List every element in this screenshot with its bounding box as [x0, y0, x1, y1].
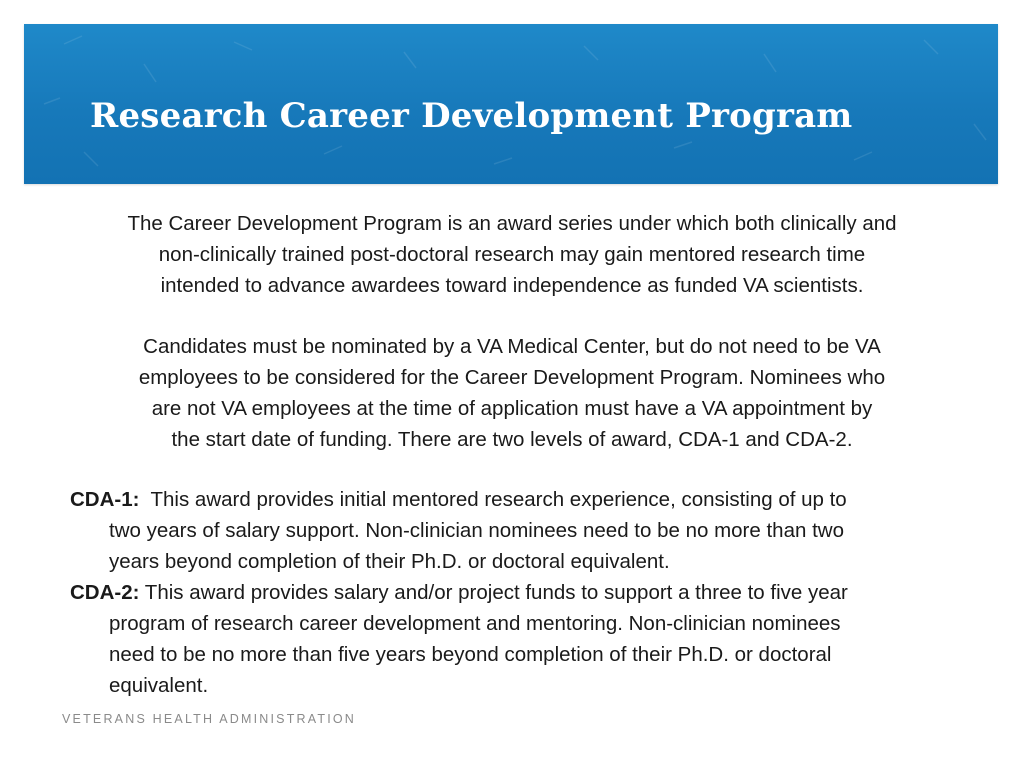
cda2-line: This award provides salary and/or project funds to support a three to five year [139, 581, 848, 604]
cda1-term: CDA-1: [70, 488, 140, 511]
slide-title: Research Career Development Program [90, 96, 853, 136]
cda2-line: program of research career development and mentoring. Non-clinician nominees [109, 612, 841, 635]
intro-line: The Career Development Program is an award series under which both clinically and [127, 212, 897, 235]
eligibility-line: the start date of funding. There are two levels of award, CDA-1 and CDA-2. [171, 428, 853, 451]
intro-line: intended to advance awardees toward independence as funded VA scientists. [160, 274, 864, 297]
cda2-line: need to be no more than five years beyond completion of their Ph.D. or doctoral [109, 643, 832, 666]
eligibility-line: Candidates must be nominated by a VA Medical Center, but do not need to be VA [143, 335, 881, 358]
cda1-definition [70, 484, 990, 577]
intro-paragraph [62, 208, 962, 301]
footer-organization: VETERANS HEALTH ADMINISTRATION [62, 712, 357, 726]
intro-line: non-clinically trained post-doctoral research may gain mentored research time [158, 243, 866, 266]
eligibility-paragraph [62, 331, 962, 455]
eligibility-line: are not VA employees at the time of application must have a VA appointment by [151, 397, 873, 420]
cda1-line: two years of salary support. Non-clinician nominees need to be no more than two [109, 519, 844, 542]
cda1-line: This award provides initial mentored research experience, consisting of up to [139, 488, 847, 511]
title-banner [24, 24, 998, 184]
cda2-line: equivalent. [109, 674, 209, 697]
eligibility-line: employees to be considered for the Career Development Program. Nominees who [138, 366, 886, 389]
cda1-line: years beyond completion of their Ph.D. or doctoral equivalent. [109, 550, 670, 573]
cda2-definition [70, 577, 990, 701]
cda2-term: CDA-2: [70, 581, 140, 604]
